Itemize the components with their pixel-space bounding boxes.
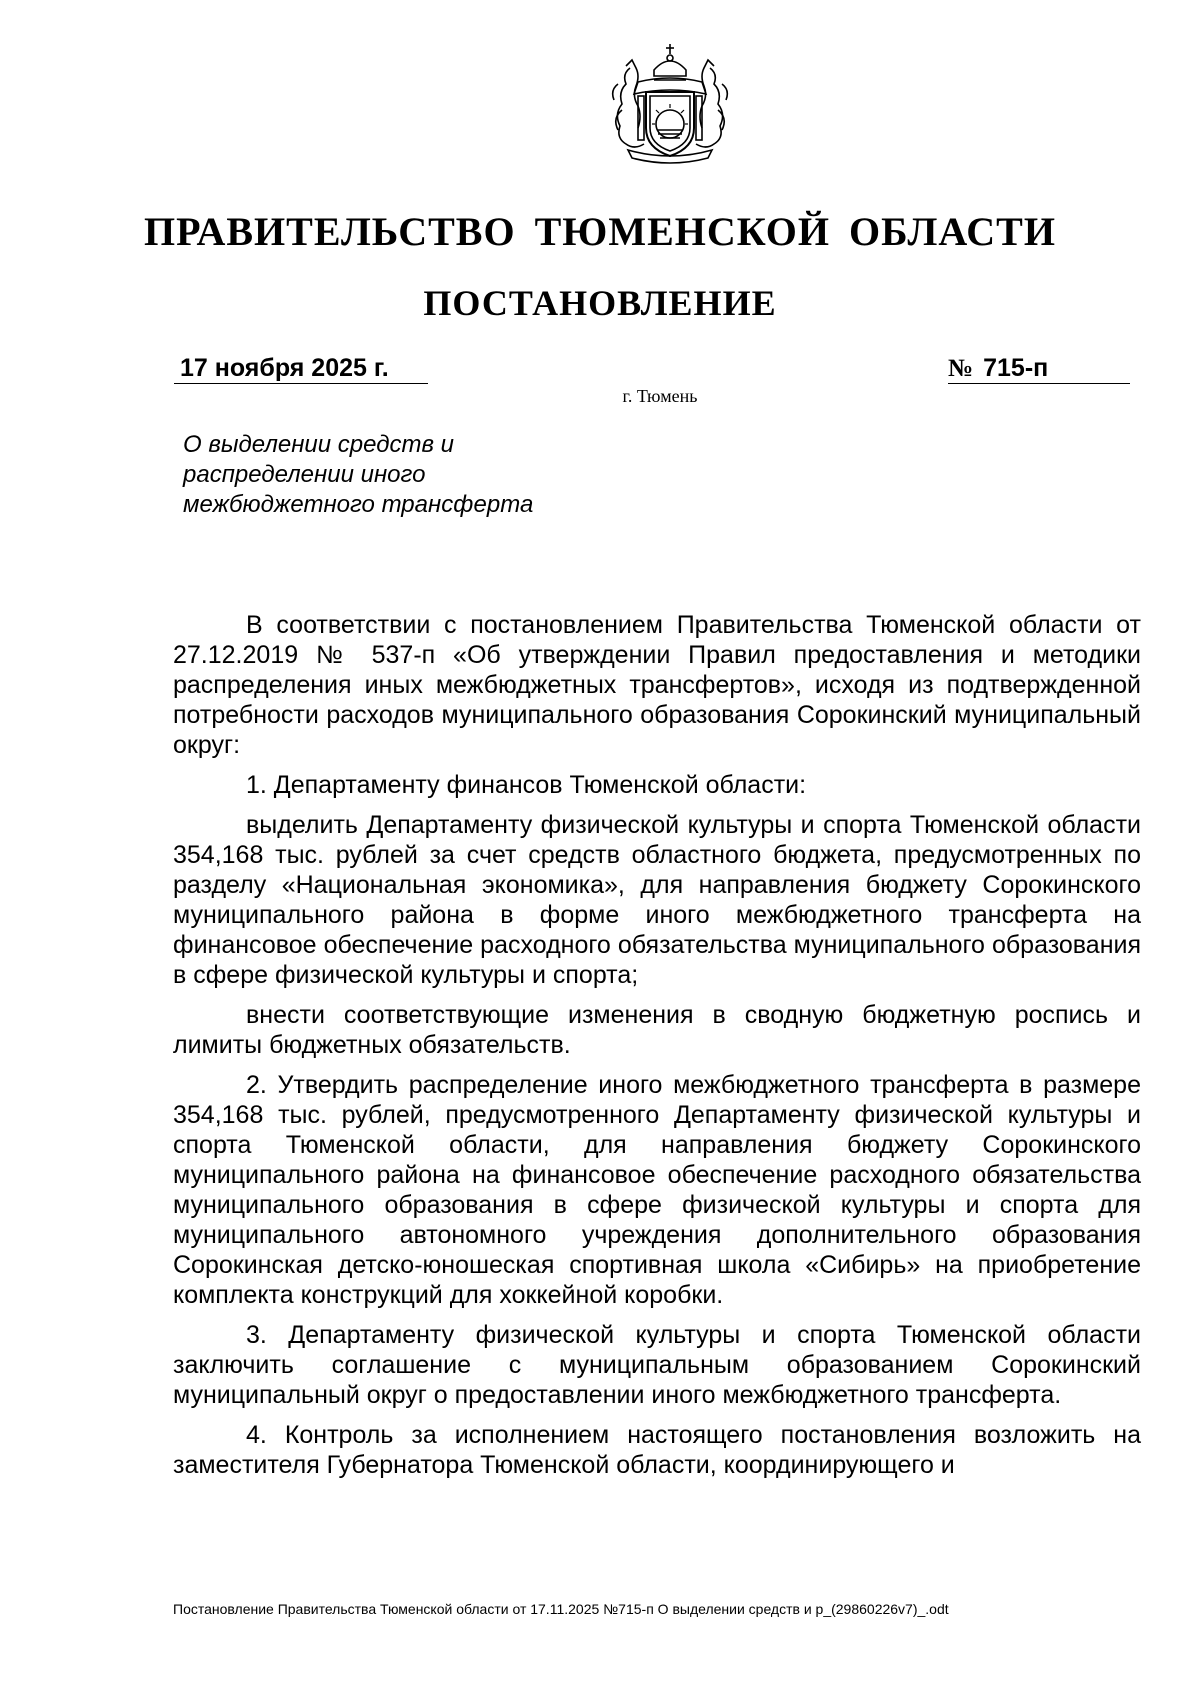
document-body bbox=[173, 610, 1141, 1489]
subject-line: О выделении средств и bbox=[183, 431, 455, 458]
body-paragraph: В соответствии с постановлением Правительства Тюменской области от 27.12.2019 № 537-п «Об утверждении Правил предоставления и методики распределения иных межбюджетных трансфертов», исходя из подтвержденной потребности расходов муниципального образования Сорокинский муниципальный округ: bbox=[173, 611, 1141, 759]
document-city: г. Тюмень bbox=[622, 386, 698, 406]
document-type: ПОСТАНОВЛЕНИЕ bbox=[423, 283, 777, 323]
body-paragraph: 3. Департаменту физической культуры и спорта Тюменской области заключить соглашение с муниципальным образованием Сорокинский муниципальный округ о предоставлении иного межбюджетного трансферта. bbox=[173, 1321, 1141, 1409]
number-value: 715-п bbox=[983, 354, 1049, 382]
document-number bbox=[948, 354, 1130, 384]
body-paragraph: 4. Контроль за исполнением настоящего постановления возложить на заместителя Губернатора Тюменской области, координирующего и bbox=[173, 1421, 1141, 1479]
body-paragraph: внести соответствующие изменения в сводную бюджетную роспись и лимиты бюджетных обязательств. bbox=[173, 1001, 1141, 1059]
document-subject bbox=[183, 430, 623, 520]
subject-line: распределении иного bbox=[183, 461, 426, 488]
subject-line: межбюджетного трансферта bbox=[183, 491, 534, 518]
body-paragraph: выделить Департаменту физической культуры и спорта Тюменской области 354,168 тыс. рублей за счет средств областного бюджета, предусмотренных по разделу «Национальная экономика», для направления бюджету Сорокинского муниципального района в форме иного межбюджетного трансферта на финансовое обеспечение расходного обязательства муниципального образования в сфере физической культуры и спорта; bbox=[173, 811, 1141, 989]
page-footer: Постановление Правительства Тюменской области от 17.11.2025 №715-п О выделении средств и р_(29860226v7)_.odt bbox=[173, 1601, 949, 1617]
body-paragraph: 2. Утвердить распределение иного межбюджетного трансферта в размере 354,168 тыс. рублей, предусмотренного Департаменту физической культуры и спорта Тюменской области, для направления бюджету Сорокинского муниципального района на финансовое обеспечение расходного обязательства муниципального образования в сфере физической культуры и спорта для муниципального автономного учреждения дополнительного образования Сорокинская детско-юношеская спортивная школа «Сибирь» на приобретение комплекта конструкций для хоккейной коробки. bbox=[173, 1071, 1141, 1309]
number-sign: № bbox=[948, 355, 974, 382]
body-paragraph: 1. Департаменту финансов Тюменской области: bbox=[246, 771, 807, 799]
organization-title: ПРАВИТЕЛЬСТВО ТЮМЕНСКОЙ ОБЛАСТИ bbox=[144, 209, 1056, 254]
coat-of-arms-emblem bbox=[588, 40, 752, 168]
document-date: 17 ноября 2025 г. bbox=[174, 354, 428, 384]
